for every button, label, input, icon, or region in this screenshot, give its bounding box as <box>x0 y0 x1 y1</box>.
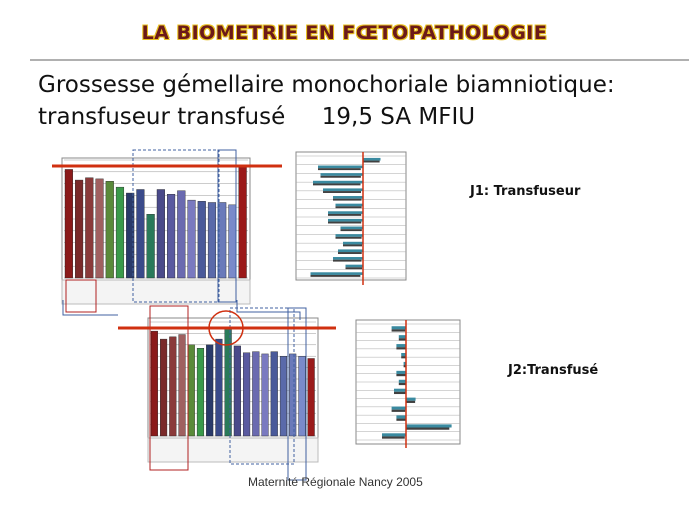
j2-deviation-chart <box>356 320 460 448</box>
j2-dev-bar <box>406 398 416 401</box>
j2-dev-bar-shadow <box>406 428 449 430</box>
j1-dev-bar-shadow <box>333 199 362 201</box>
j1-bar <box>106 181 114 278</box>
j1-deviation-chart <box>296 152 406 285</box>
j1-dev-bar-shadow <box>336 206 362 208</box>
j1-dev-bar <box>341 227 364 230</box>
j2-bar <box>308 358 315 436</box>
j1-dev-bar <box>321 173 364 176</box>
j1-dev-bar <box>346 265 364 268</box>
j1-dev-bar-shadow <box>338 252 362 254</box>
j1-bar <box>188 200 196 278</box>
j2-bar <box>188 345 195 436</box>
j2-dev-bar <box>406 424 452 427</box>
j2-dev-bar-shadow <box>399 338 406 340</box>
j2-dev-bar-shadow <box>401 356 406 358</box>
j1-dev-bar-shadow <box>333 260 362 262</box>
j2-bar <box>197 348 204 436</box>
j2-bar <box>243 353 250 436</box>
j1-dev-bar <box>343 242 363 245</box>
j1-dev-bar <box>328 219 363 222</box>
j1-dev-bar-shadow <box>346 267 363 269</box>
j2-bar-chart <box>118 306 336 480</box>
j1-dev-bar <box>336 204 364 207</box>
j1-bar <box>167 194 175 278</box>
j1-bar <box>229 205 237 278</box>
j1-dev-bar-shadow <box>328 214 361 216</box>
heading-line-2: transfuseur transfusé 19,5 SA MFIU <box>38 104 476 130</box>
j2-bar <box>206 345 213 436</box>
j2-dev-bar-shadow <box>392 329 406 331</box>
j2-dev-bar <box>392 326 406 329</box>
j1-bar-chart <box>52 150 282 312</box>
j1-bar <box>239 166 247 278</box>
j2-dev-bar <box>399 380 406 383</box>
j1-bar <box>96 179 104 278</box>
j1-dev-bar <box>313 181 363 184</box>
j1-dev-bar <box>323 188 363 191</box>
j2-bar <box>216 339 223 436</box>
j2-bar <box>299 356 306 436</box>
j2-dev-bar <box>392 407 406 410</box>
j1-dev-bar <box>338 249 363 252</box>
label-j1: J1: Transfuseur <box>470 184 581 199</box>
j2-dev-bar-shadow <box>396 347 405 349</box>
j1-dev-bar-shadow <box>341 229 362 231</box>
j1-dev-bar-shadow <box>313 183 361 185</box>
j2-bar <box>160 339 167 436</box>
j1-bar <box>116 187 124 278</box>
heading-line-1: Grossesse gémellaire monochoriale biamniotique: <box>38 72 615 98</box>
j2-dev-bar-shadow <box>392 410 406 412</box>
j1-dev-bar-shadow <box>336 237 362 239</box>
j2-bar <box>271 352 278 436</box>
j2-dev-bar-shadow <box>399 383 406 385</box>
j2-dev-bar <box>399 335 406 338</box>
j1-bar <box>157 190 165 279</box>
j2-dev-bar <box>396 371 406 374</box>
j1-dev-bar <box>333 257 363 260</box>
j2-dev-bar <box>394 389 406 392</box>
j1-dev-bar <box>333 196 363 199</box>
footer: Maternité Régionale Nancy 2005 <box>248 475 423 489</box>
j2-xlabels-area <box>148 438 318 462</box>
j2-dev-bar-shadow <box>394 392 405 394</box>
j1-bar <box>208 202 216 278</box>
j1-dev-bar-shadow <box>311 275 361 277</box>
j1-dev-bar <box>328 211 363 214</box>
j1-bar <box>65 169 73 278</box>
j1-bar <box>137 190 145 279</box>
j1-bar <box>85 178 93 278</box>
j1-bar <box>177 191 185 278</box>
j2-dev-bar-shadow <box>396 374 405 376</box>
j1-dev-bar <box>336 234 364 237</box>
j1-dev-bar <box>311 272 364 275</box>
j1-dev-bar-shadow <box>323 191 361 193</box>
j2-dev-bar <box>396 344 406 347</box>
j1-bar <box>147 214 155 278</box>
slide-title: LA BIOMETRIE EN FŒTOPATHOLOGIE <box>141 22 548 44</box>
j1-dev-bar-shadow <box>343 244 362 246</box>
j2-bar <box>289 354 296 436</box>
j2-bar <box>252 352 259 436</box>
j1-dev-bar-shadow <box>363 161 380 163</box>
j1-xlabels-area <box>62 280 250 304</box>
j1-dev-bar <box>318 166 363 169</box>
j2-dev-bar <box>396 415 406 418</box>
j2-dev-bar-shadow <box>382 436 405 438</box>
j2-dev-bar <box>382 433 406 436</box>
j1-dev-bar <box>363 158 381 161</box>
j1-bar <box>75 180 83 278</box>
j1-dev-bar-shadow <box>328 222 361 224</box>
label-j2: J2:Transfusé <box>508 363 599 378</box>
j2-bar <box>179 335 186 436</box>
j2-dev-bar-shadow <box>406 401 415 403</box>
j2-bar <box>234 346 241 436</box>
j2-bar <box>169 337 176 436</box>
j2-dev-bar-shadow <box>396 419 405 421</box>
j1-bar <box>198 201 206 278</box>
j1-dev-bar-shadow <box>318 168 361 170</box>
j2-bar <box>262 354 269 436</box>
j2-bar <box>151 331 158 436</box>
j1-dev-bar-shadow <box>321 176 361 178</box>
j2-bar <box>280 356 287 436</box>
